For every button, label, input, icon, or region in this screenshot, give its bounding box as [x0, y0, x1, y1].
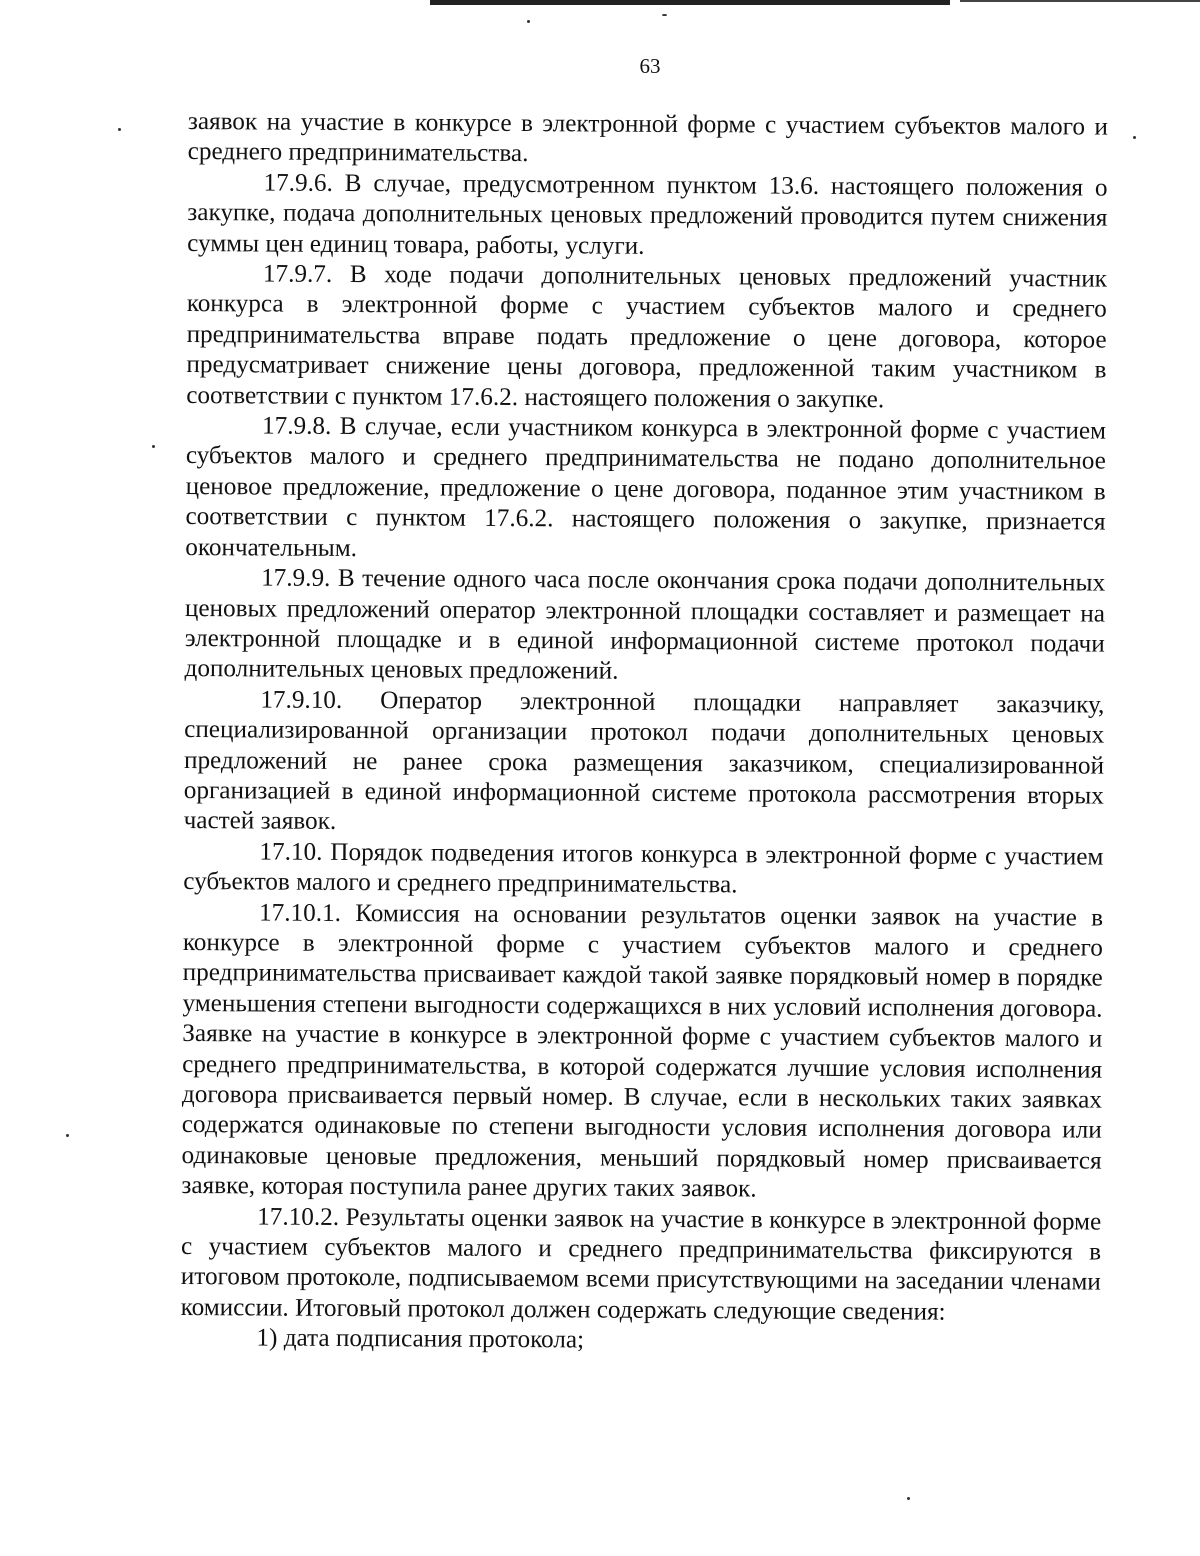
- scan-speck: [907, 1497, 910, 1500]
- paragraph: 1) дата подписания протокола;: [256, 1324, 585, 1354]
- paragraph: 17.10. Порядок подведения итогов конкурса в электронной форме с участием субъектов малого и среднего предпринимательства.: [183, 838, 1104, 899]
- paragraph: 17.10.2. Результаты оценки заявок на участие в конкурсе в электронной форме с участием субъектов малого и среднего предпринимательства фиксируются в итоговом протоколе, подписываемом всеми присутствующими на заседании членами комиссии. Итоговый протокол должен содержать следующие сведения:: [180, 1203, 1102, 1326]
- scan-speck: [1133, 136, 1136, 139]
- scan-speck: [66, 1134, 69, 1137]
- paragraph: 17.9.8. В случае, если участником конкурса в электронной форме с участием субъектов малого и среднего предпринимательства не подано дополнительное ценовое предложение, предложение о цене договора, поданное этим участником в соответствии с пунктом 17.6.2. настоящего положения о закупке, признается окончательным.: [185, 412, 1107, 562]
- scan-edge-mark: [960, 0, 1200, 2]
- paragraph: 17.9.7. В ходе подачи дополнительных ценовых предложений участник конкурса в электронной форме с участием субъектов малого и среднего предпринимательства вправе подать предложение о цене договора, которое предусматривает снижение цены договора, предложенной таким участником в соответствии с пунктом 17.6.2. настоящего положения о закупке.: [186, 260, 1108, 413]
- scan-speck: [662, 14, 667, 16]
- scan-speck: [118, 128, 121, 131]
- scan-speck: [527, 20, 530, 23]
- paragraph: 17.9.6. В случае, предусмотренном пунктом 13.6. настоящего положения о закупке, подача дополнительных ценовых предложений проводится путем снижения суммы цен единиц товара, работы, услуги.: [187, 169, 1108, 260]
- paragraph: 17.10.1. Комиссия на основании результатов оценки заявок на участие в конкурсе в электронной форме с участием субъектов малого и среднего предпринимательства присваивает каждой такой заявке порядковый номер в порядке уменьшения степени выгодности содержащихся в них условий исполнения договора. Заявке на участие в конкурсе в электронной форме с участием субъектов малого и среднего предпринимательства, в которой содержатся лучшие условия исполнения договора присваивается первый номер. В случае, если в нескольких таких заявках содержатся одинаковые по степени выгодности условия исполнения договора или одинаковые ценовые предложения, меньший порядковый номер присваивается заявке, которая поступила ранее других таких заявок.: [181, 899, 1104, 1203]
- paragraph: 17.9.10. Оператор электронной площадки направляет заказчику, специализированной организации протокол подачи дополнительных ценовых предложений не ранее срока размещения заказчиком, специализированной организацией в единой информационной системе протокола рассмотрения вторых частей заявок.: [183, 686, 1105, 836]
- paragraph: 17.9.9. В течение одного часа после окончания срока подачи дополнительных ценовых предложений оператор электронной площадки составляет и размещает на электронной площадке и в единой информационной системе протокол подачи дополнительных ценовых предложений.: [184, 564, 1106, 685]
- document-body: [180, 107, 1108, 1359]
- page-number: 63: [639, 54, 661, 78]
- scan-speck: [152, 445, 155, 448]
- paragraph: заявок на участие в конкурсе в электронной форме с участием субъектов малого и среднего предпринимательства.: [187, 107, 1108, 168]
- scan-edge-mark: [430, 0, 950, 5]
